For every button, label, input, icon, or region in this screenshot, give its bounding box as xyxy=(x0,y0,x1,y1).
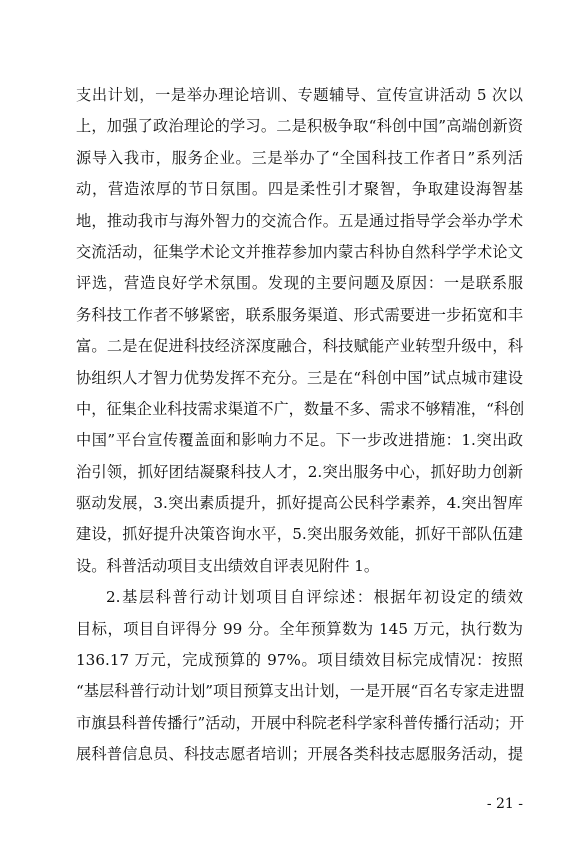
text-line: 动，营造浓厚的节日氛围。四是柔性引才聚智，争取建设海智基 xyxy=(76,180,523,199)
text-line: 市旗县科普传播行”活动，开展中科院老科学家科普传播行活动；开 xyxy=(76,713,525,732)
text-line: 源导入我市，服务企业。三是举办了“全国科技工作者日”系列活 xyxy=(76,148,523,167)
text-line: 136.17 万元，完成预算的 97%。项目绩效目标完成情况：按照 xyxy=(76,651,523,670)
text-line: 展科普信息员、科技志愿者培训；开展各类科技志愿服务活动，提 xyxy=(76,745,523,764)
text-line: “基层科普行动计划”项目预算支出计划，一是开展“百名专家走进盟 xyxy=(76,682,525,701)
text-line: 支出计划，一是举办理论培训、专题辅导、宣传宣讲活动 5 次以 xyxy=(76,86,523,104)
text-line: 驱动发展，3.突出素质提升，抓好提高公民科学素养，4.突出智库 xyxy=(76,494,523,513)
text-line: 地，推动我市与海外智力的交流合作。五是通过指导学会举办学术 xyxy=(76,211,523,230)
text-line: 富。二是在促进科技经济深度融合，科技赋能产业转型升级中，科 xyxy=(76,337,523,356)
text-line: 务科技工作者不够紧密，联系服务渠道、形式需要进一步拓宽和丰 xyxy=(76,305,523,324)
text-line: 建设，抓好提升决策咨询水平，5.突出服务效能，抓好干部队伍建 xyxy=(76,525,523,544)
text-line: 协组织人才智力优势发挥不充分。三是在“科创中国”试点城市建设 xyxy=(76,368,523,387)
text-line: 治引领，抓好团结凝聚科技人才，2.突出服务中心，抓好助力创新 xyxy=(76,462,523,481)
text-line: 中，征集企业科技需求渠道不广，数量不多、需求不够精准，“科创 xyxy=(76,399,525,418)
page-number: - 21 - xyxy=(486,796,523,812)
paragraph-end-line: 设。科普活动项目支出绩效自评表见附件 1。 xyxy=(76,556,380,575)
text-line: 评选，营造良好学术氛围。发现的主要问题及原因：一是联系服 xyxy=(76,274,523,293)
text-line: 目标，项目自评得分 99 分。全年预算数为 145 万元，执行数为 xyxy=(76,619,523,638)
body-text xyxy=(76,80,523,771)
text-line: 中国”平台宣传覆盖面和影响力不足。下一步改进措施：1.突出政 xyxy=(76,431,523,450)
text-line: 上，加强了政治理论的学习。二是积极争取“科创中国”高端创新资 xyxy=(76,117,523,136)
paragraph-start-line: 2.基层科普行动计划项目自评综述：根据年初设定的绩效 xyxy=(106,588,523,607)
text-line: 交流活动，征集学术论文并推荐参加内蒙古科协自然科学学术论文 xyxy=(76,242,523,261)
